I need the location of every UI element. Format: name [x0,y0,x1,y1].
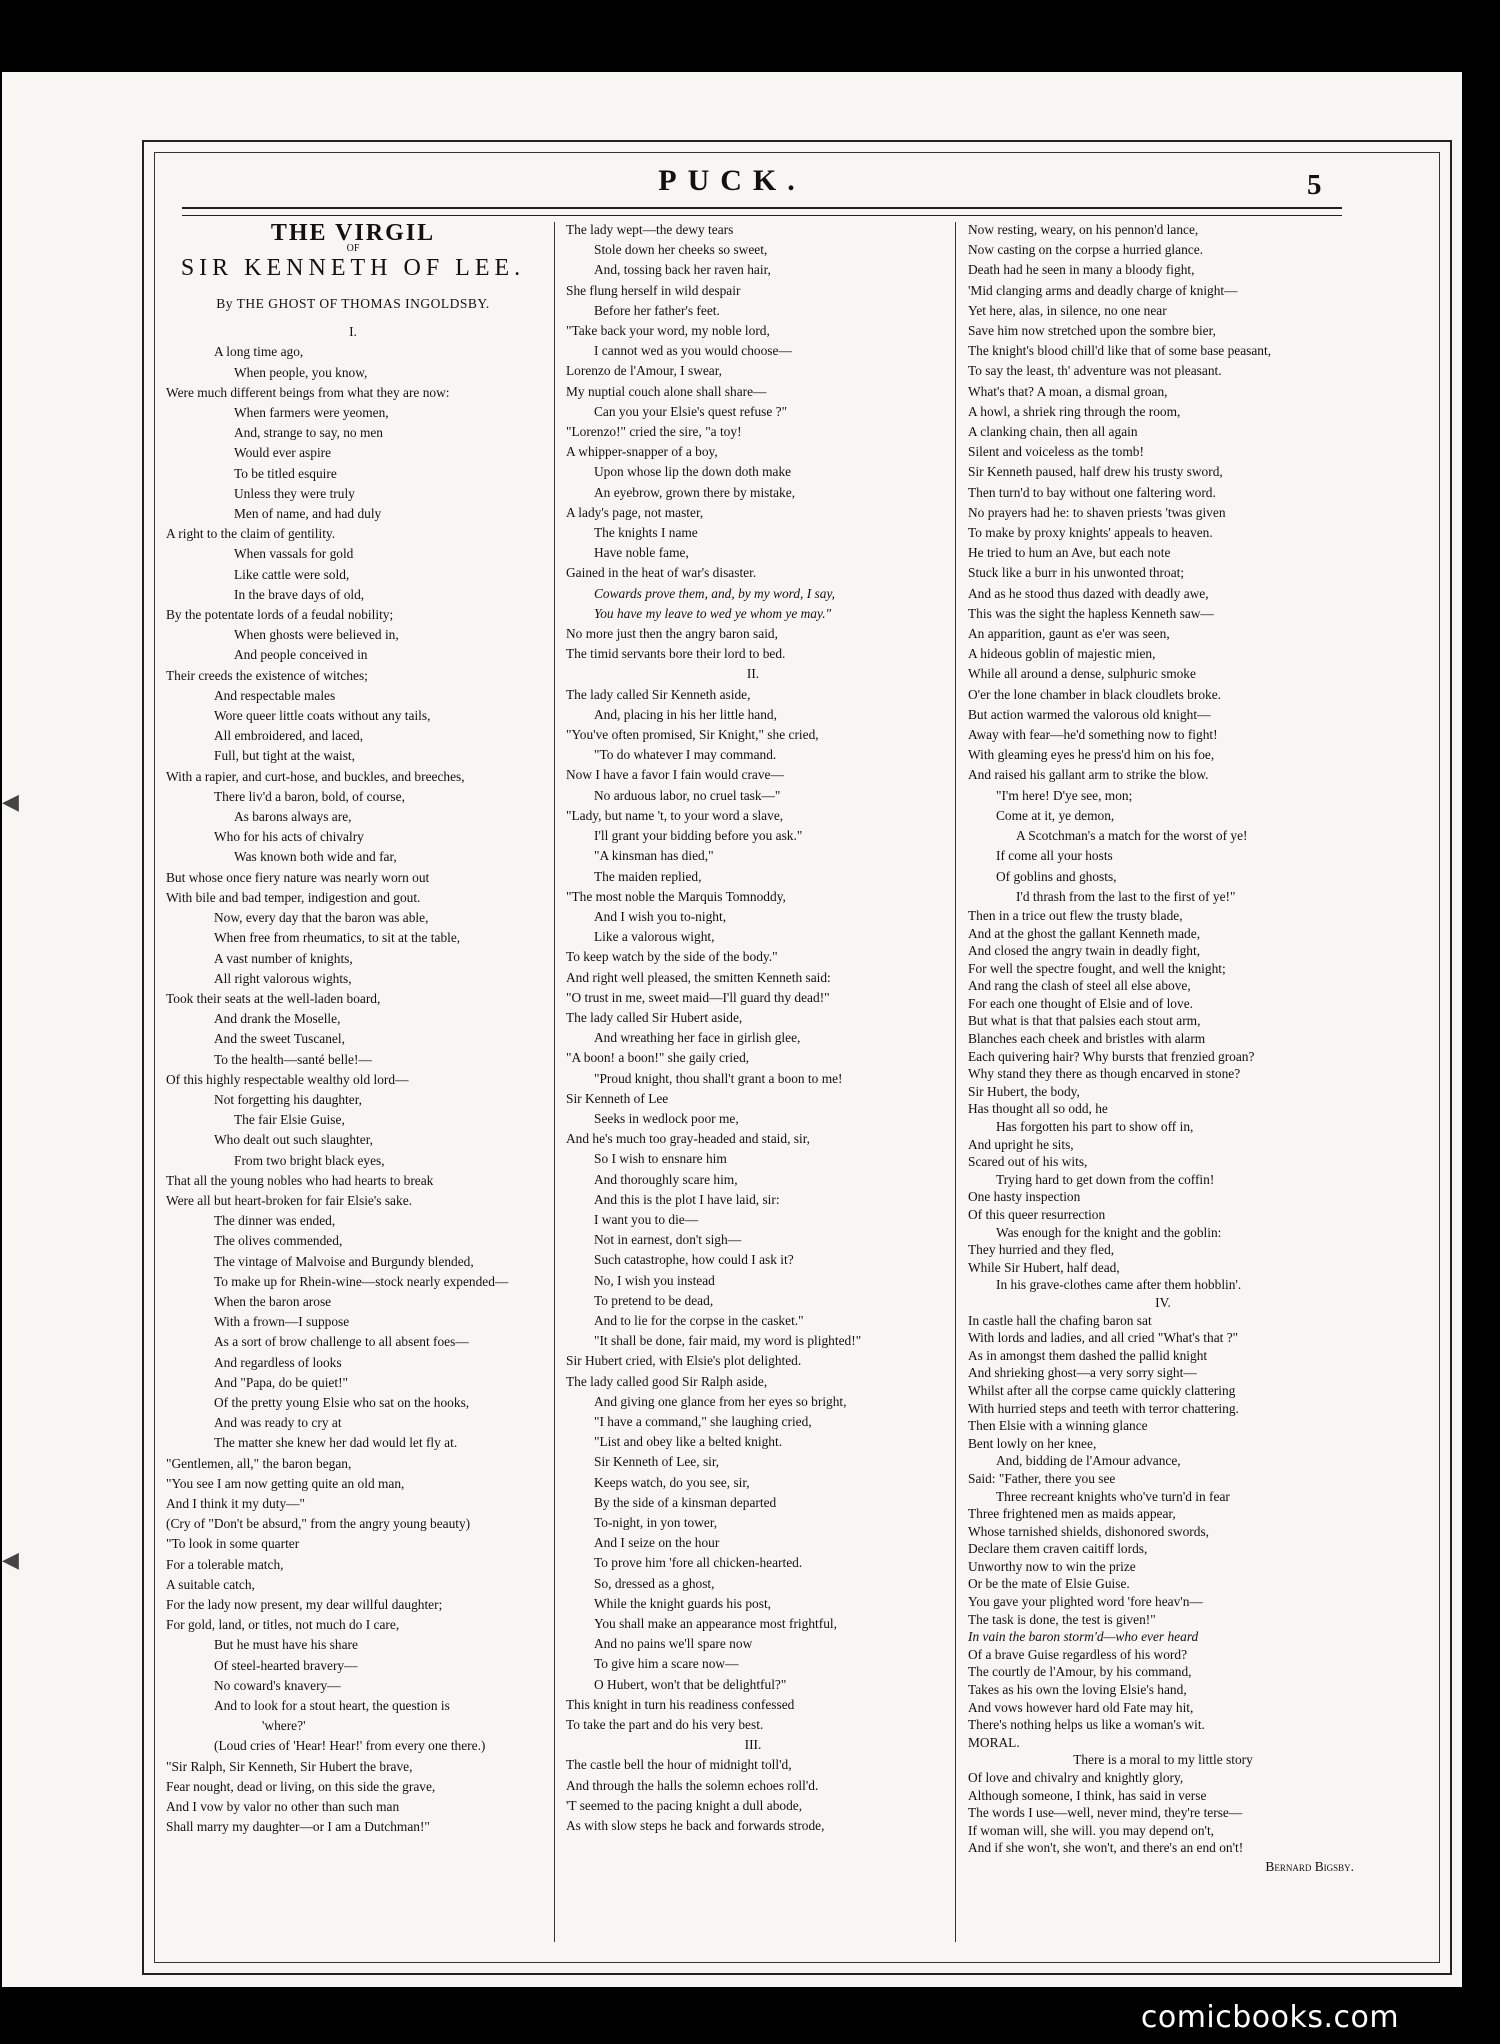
verse-line: Wore queer little coats without any tails, [214,708,431,724]
verse-line: Unless they were truly [234,485,355,501]
verse-line: Were much different beings from what they are now: [166,384,450,400]
verse-line: Seeks in wedlock poor me, [594,1110,739,1126]
verse-line: Declare them craven caitiff lords, [968,1541,1148,1557]
verse-line: IV. [1155,1294,1171,1310]
verse-line: And to lie for the corpse in the casket." [594,1312,804,1328]
verse-line: Stuck like a burr in his unwonted throat; [968,565,1185,581]
verse-line: And if she won't, she won't, and there's an end on't! [968,1840,1244,1856]
verse-line: The task is done, the test is given!" [968,1611,1156,1627]
verse-line: I'd thrash from the last to the first of ye!" [1016,888,1236,904]
verse-line: Each quivering hair? Why bursts that frenzied groan? [968,1048,1255,1064]
verse-line: "List and obey like a belted knight. [594,1434,783,1450]
verse-line: My nuptial couch alone shall share— [566,383,767,399]
verse-line: With lords and ladies, and all cried "What's that ?" [968,1330,1239,1346]
verse-line: Full, but tight at the waist, [214,748,355,764]
verse-line: A lady's page, not master, [566,504,704,520]
verse-line: And, placing in his her little hand, [594,706,777,722]
verse-line: Takes as his own the loving Elsie's hand, [968,1682,1187,1698]
verse-line: While the knight guards his post, [594,1595,772,1611]
verse-line: I want you to die— [594,1211,699,1227]
verse-line: III. [744,1737,762,1753]
verse-line: But he must have his share [214,1637,358,1653]
poem-title-of: OF [346,243,360,254]
verse-line: A right to the claim of gentility. [166,526,336,542]
verse-line: They hurried and they fled, [968,1242,1115,1258]
verse-line: Not forgetting his daughter, [214,1091,362,1107]
verse-line: Although someone, I think, has said in verse [968,1787,1207,1803]
verse-line: And, bidding de l'Amour advance, [996,1453,1181,1469]
verse-line: I cannot wed as you would choose— [594,343,792,359]
verse-line: So I wish to ensnare him [594,1151,727,1167]
verse-line: "It shall be done, fair maid, my word is plighted!" [594,1333,862,1349]
verse-line: For each one thought of Elsie and of love. [968,995,1193,1011]
verse-line: Now I have a favor I fain would crave— [566,767,784,783]
verse-line: In the brave days of old, [234,586,365,602]
verse-line: And vows however hard old Fate may hit, [968,1699,1194,1715]
verse-line: The timid servants bore their lord to bed. [566,646,786,662]
verse-line: The maiden replied, [594,868,702,884]
verse-line: And thoroughly scare him, [594,1171,738,1187]
verse-line: II. [746,666,760,682]
verse-line: Gained in the heat of war's disaster. [566,565,757,581]
masthead: PUCK. [658,164,806,197]
verse-line: "I have a command," she laughing cried, [594,1413,812,1429]
verse-line: To prove him 'fore all chicken-hearted. [594,1555,803,1571]
verse-line: Now casting on the corpse a hurried glance. [968,242,1203,258]
verse-line: A vast number of knights, [214,950,353,966]
verse-line: In his grave-clothes came after them hobblin'. [996,1277,1242,1293]
verse-lines [162,342,544,1837]
verse-line: As a sort of brow challenge to all absent foes— [214,1334,469,1350]
verse-line: Such catastrophe, how could I ask it? [594,1252,794,1268]
verse-line: She flung herself in wild despair [566,282,741,298]
verse-line: Men of name, and had duly [234,506,382,522]
watermark: comicbooks.com [1140,2000,1400,2035]
verse-line: And the sweet Tuscanel, [214,1031,345,1047]
verse-line: 'T seemed to the pacing knight a dull abode, [566,1797,803,1813]
verse-line: And this is the plot I have laid, sir: [594,1191,780,1207]
margin-arrow-icon: ◀ [2,790,19,815]
verse-line: Or be the mate of Elsie Guise. [968,1576,1130,1592]
verse-line: Has thought all so odd, he [968,1101,1108,1117]
verse-line: Of steel-hearted bravery— [214,1657,358,1673]
verse-line: And was ready to cry at [214,1415,342,1431]
verse-line: If come all your hosts [996,848,1113,864]
header-rule [182,207,1342,216]
verse-line: You shall make an appearance most frightful, [594,1616,837,1632]
verse-line: By the potentate lords of a feudal nobility; [166,607,394,623]
verse-line: Then in a trice out flew the trusty blade, [968,907,1183,923]
verse-line: Yet here, alas, in silence, no one near [968,302,1167,318]
verse-line: Sir Hubert, the body, [968,1083,1080,1099]
verse-line: To make up for Rhein-wine—stock nearly expended— [214,1273,509,1289]
verse-line: But action warmed the valorous old knight— [968,706,1211,722]
verse-line: Of this highly respectable wealthy old lord— [166,1071,409,1087]
verse-line: While all around a dense, sulphuric smoke [968,666,1196,682]
verse-line: A whipper-snapper of a boy, [566,444,718,460]
verse-line: You gave your plighted word 'fore heav'n— [968,1594,1203,1610]
section-heading: I. [349,324,357,340]
verse-line: If woman will, she will. you may depend on't, [968,1822,1215,1838]
verse-line: Unworthy now to win the prize [968,1558,1136,1574]
verse-line: And at the ghost the gallant Kenneth made, [968,925,1201,941]
verse-line: Sir Kenneth of Lee, sir, [594,1454,720,1470]
verse-line: Who for his acts of chivalry [214,829,364,845]
verse-line: When free from rheumatics, to sit at the table, [214,930,461,946]
verse-line: "Sir Ralph, Sir Kenneth, Sir Hubert the brave, [166,1758,413,1774]
verse-line: Stole down her cheeks so sweet, [594,242,768,258]
verse-line: When vassals for gold [234,546,354,562]
verse-line: And rang the clash of steel all else above, [968,978,1191,994]
verse-line: Would ever aspire [234,445,332,461]
verse-line: So, dressed as a ghost, [594,1575,715,1591]
verse-line: There liv'd a baron, bold, of course, [214,788,405,804]
verse-line: And regardless of looks [214,1354,342,1370]
verse-line: When farmers were yeomen, [234,405,389,421]
verse-line: The vintage of Malvoise and Burgundy blended, [214,1253,474,1269]
verse-line: Before her father's feet. [594,302,720,318]
verse-line: And wreathing her face in girlish glee, [594,1030,801,1046]
verse-line: For the lady now present, my dear willful daughter; [166,1597,443,1612]
verse-line: To give him a scare now— [594,1656,739,1672]
verse-line: A Scotchman's a match for the worst of ye! [1016,828,1248,844]
verse-line: A hideous goblin of majestic mien, [968,646,1156,662]
verse-line: The fair Elsie Guise, [234,1112,345,1128]
verse-line: Were all but heart-broken for fair Elsie's sake. [166,1192,412,1208]
verse-line: Upon whose lip the down doth make [594,464,792,480]
verse-line: And I seize on the hour [594,1535,720,1551]
verse-line: An eyebrow, grown there by mistake, [594,484,796,500]
verse-line: Trying hard to get down from the coffin! [996,1171,1215,1187]
verse-line: Said: "Father, there you see [968,1470,1116,1486]
byline: By THE GHOST OF THOMAS INGOLDSBY. [216,296,490,311]
verse-line: What's that? A moan, a dismal groan, [968,383,1168,399]
verse-line: And right well pleased, the smitten Kenneth said: [566,969,831,985]
verse-line: This was the sight the hapless Kenneth saw— [968,605,1214,621]
verse-line: Sir Hubert cried, with Elsie's plot delighted. [566,1353,802,1369]
verse-line: An apparition, gaunt as e'er was seen, [968,626,1170,642]
verse-line: No prayers had he: to shaven priests 'twas given [968,504,1226,520]
verse-line: Save him now stretched upon the sombre bier, [968,323,1216,339]
verse-line: And, strange to say, no men [234,425,384,441]
verse-line: All right valorous wights, [214,970,352,986]
verse-line: (Loud cries of 'Hear! Hear!' from every one there.) [214,1738,486,1754]
verse-line: And I wish you to-night, [594,908,727,924]
verse-line: The courtly de l'Amour, by his command, [968,1664,1192,1680]
verse-line: With a frown—I suppose [214,1314,350,1330]
verse-line: When ghosts were believed in, [234,627,399,643]
verse-line: Like cattle were sold, [234,566,350,582]
verse-line: "You've often promised, Sir Knight," she cried, [566,727,819,743]
verse-line: "To do whatever I may command. [594,747,777,763]
verse-line: That all the young nobles who had hearts to break [166,1172,434,1188]
verse-line: Lorenzo de l'Amour, I swear, [566,363,723,379]
verse-line: Of this queer resurrection [968,1207,1106,1222]
verse-line: O'er the lone chamber in black cloudlets broke. [968,686,1222,702]
verse-line: (Cry of "Don't be absurd," from the angry young beauty) [166,1516,471,1532]
verse-line: Of a brave Guise regardless of his word? [968,1646,1188,1662]
verse-line: With a rapier, and curt-hose, and buckles, and breeches, [166,768,465,784]
verse-line: And people conceived in [234,647,368,663]
verse-line: Now resting, weary, on his pennon'd lance, [968,222,1199,237]
verse-line: Not in earnest, don't sigh— [594,1232,742,1248]
page [2,72,1462,1987]
verse-line: And closed the angry twain in deadly fight, [968,943,1201,959]
verse-line: Silent and voiceless as the tomb! [968,444,1144,460]
verse-line: Of love and chivalry and knightly glory, [968,1770,1184,1785]
verse-line: MORAL. [968,1734,1020,1750]
verse-line: The castle bell the hour of midnight toll'd, [566,1757,792,1773]
verse-lines [562,220,944,1836]
verse-line: He tried to hum an Ave, but each note [968,545,1171,561]
verse-line: "To look in some quarter [166,1536,300,1552]
verse-line: "A kinsman has died," [594,848,714,864]
verse-line: And drank the Moselle, [214,1011,341,1027]
column-2 [562,220,944,1930]
verse-line: By the side of a kinsman departed [594,1494,777,1510]
verse-line: "You see I am now getting quite an old man, [166,1475,405,1491]
verse-line: And "Papa, do be quiet!" [214,1374,349,1390]
verse-line: The lady called Sir Kenneth aside, [566,686,751,702]
verse-line: To pretend to be dead, [594,1292,714,1308]
verse-line: Sir Kenneth of Lee [566,1090,669,1106]
verse-line: To keep watch by the side of the body." [566,949,778,965]
verse-line: You have my leave to wed ye whom ye may." [594,605,832,621]
verse-line: There is a moral to my little story [1073,1752,1253,1768]
verse-line: Was known both wide and far, [234,849,397,865]
verse-line: Of the pretty young Elsie who sat on the hooks, [214,1394,470,1410]
verse-line: The knights I name [594,525,698,541]
verse-line: Has forgotten his part to show off in, [996,1119,1194,1135]
verse-line: For gold, land, or titles, not much do I care, [166,1617,400,1633]
verse-line: One hasty inspection [968,1189,1081,1205]
verse-line: Then Elsie with a winning glance [968,1418,1148,1434]
verse-line: The matter she knew her dad would let fly at. [214,1435,458,1451]
verse-line: The knight's blood chill'd like that of some base peasant, [968,343,1272,359]
poem-subtitle: SIR KENNETH OF LEE. [180,255,526,281]
verse-line: Who dealt out such slaughter, [214,1132,373,1148]
verse-line: "I'm here! D'ye see, mon; [996,787,1133,803]
verse-line: Like a valorous wight, [594,929,715,945]
verse-line: The lady wept—the dewy tears [566,222,734,237]
verse-line: As with slow steps he back and forwards strode, [566,1818,825,1834]
verse-line: With hurried steps and teeth with terror chattering. [968,1400,1239,1416]
verse-line: Can you your Elsie's quest refuse ?" [594,403,788,419]
verse-line: Come at it, ye demon, [996,807,1115,823]
verse-line: Whilst after all the corpse came quickly clattering [968,1382,1236,1398]
verse-line: Was enough for the knight and the goblin: [996,1224,1222,1240]
verse-line: And to look for a stout heart, the question is [214,1698,450,1714]
verse-line: And through the halls the solemn echoes roll'd. [566,1777,819,1793]
verse-line: "The most noble the Marquis Tomnoddy, [566,888,786,904]
verse-line: To take the part and do his very best. [566,1717,764,1733]
verse-line: The words I use—well, never mind, they're terse— [968,1805,1243,1821]
verse-line: And shrieking ghost—a very sorry sight— [968,1365,1197,1381]
verse-lines [964,220,1362,907]
verse-line: No, I wish you instead [594,1272,715,1288]
verse-line: "Lorenzo!" cried the sire, "a toy! [566,424,742,440]
column-3 [964,220,1362,1940]
verse-line: And he's much too gray-headed and staid, sir, [566,1131,810,1147]
verse-line: When the baron arose [214,1293,332,1309]
verse-line: "Take back your word, my noble lord, [566,323,770,339]
verse-line: Shall marry my daughter—or I am a Dutchman!" [166,1819,430,1835]
verse-line: No arduous labor, no cruel task—" [594,787,781,803]
verse-line: The lady called Sir Hubert aside, [566,1009,743,1025]
verse-line: With bile and bad temper, indigestion and gout. [166,889,421,905]
verse-line: And raised his gallant arm to strike the blow. [968,767,1209,783]
verse-line: A suitable catch, [166,1576,255,1592]
verse-line: Took their seats at the well-laden board, [166,990,381,1006]
verse-line: To the health—santé belle!— [214,1051,372,1067]
verse-line: To-night, in yon tower, [594,1515,718,1530]
verse-line: But what is that that palsies each stout arm, [968,1013,1201,1029]
verse-line: When people, you know, [234,364,368,380]
verse-line: 'Mid clanging arms and deadly charge of knight— [968,282,1238,298]
verse-line: "Proud knight, thou shall't grant a boon to me! [594,1070,843,1086]
verse-line: I'll grant your bidding before you ask." [594,828,803,844]
verse-line: Three recreant knights who've turn'd in fear [996,1488,1230,1504]
verse-line: A long time ago, [214,344,304,360]
verse-line: A howl, a shriek ring through the room, [968,403,1181,419]
verse-line: As barons always are, [234,809,352,825]
verse-line: And I vow by valor no other than such man [166,1799,400,1815]
verse-line: And I think it my duty—" [166,1495,305,1511]
verse-line: And as he stood thus dazed with deadly awe, [968,585,1209,601]
verse-line: "Gentlemen, all," the baron began, [166,1455,352,1471]
verse-line: Three frightened men as maids appear, [968,1506,1176,1522]
verse-line: All embroidered, and laced, [214,728,364,744]
verse-line: Whose tarnished shields, dishonored swords, [968,1523,1209,1539]
verse-line: Away with fear—he'd something now to fight! [968,727,1218,743]
verse-line: Of goblins and ghosts, [996,868,1117,884]
signature: Bernard Bigsby. [1265,1858,1354,1874]
column-1 [162,220,544,1940]
column-divider [955,222,956,1942]
verse-line: Keeps watch, do you see, sir, [594,1474,750,1490]
verse-line: No coward's knavery— [214,1677,341,1693]
verse-line: To make by proxy knights' appeals to heaven. [968,525,1213,541]
verse-line: 'where?' [262,1718,306,1734]
verse-line: The dinner was ended, [214,1213,336,1229]
verse-line: A clanking chain, then all again [968,424,1138,440]
verse-line: There's nothing helps us like a woman's wit. [968,1717,1205,1733]
verse-line: In vain the baron storm'd—who ever heard [968,1629,1199,1645]
verse-line: To be titled esquire [234,465,337,481]
verse-line: Now, every day that the baron was able, [214,910,429,926]
verse-line: And giving one glance from her eyes so bright, [594,1393,847,1409]
margin-arrow-icon: ◀ [2,1548,19,1573]
verse-line: The lady called good Sir Ralph aside, [566,1373,768,1389]
verse-line: For a tolerable match, [166,1556,284,1572]
verse-line: With gleaming eyes he press'd him on his foe, [968,747,1215,763]
verse-line: "A boon! a boon!" she gaily cried, [566,1050,750,1066]
verse-line: As in amongst them dashed the pallid knight [968,1347,1208,1363]
verse-line: Sir Kenneth paused, half drew his trusty sword, [968,464,1223,480]
verse-line: "O trust in me, sweet maid—I'll guard thy dead!" [566,989,830,1005]
verse-line: Fear nought, dead or living, on this side the grave, [166,1778,436,1794]
verse-line: In castle hall the chafing baron sat [968,1312,1152,1328]
verse-line: "Lady, but name 't, to your word a slave, [566,807,784,823]
page-number: 5 [1307,169,1322,201]
verse-line: To say the least, th' adventure was not pleasant. [968,363,1222,379]
verse-line: And no pains we'll spare now [594,1636,753,1652]
column-divider [554,222,555,1942]
verse-line: While Sir Hubert, half dead, [968,1259,1120,1275]
verse-line: The olives commended, [214,1233,343,1249]
verse-line: For well the spectre fought, and well the knight; [968,960,1226,976]
verse-line: Death had he seen in many a bloody fight, [968,262,1195,278]
poem-title: THE VIRGIL [270,220,436,246]
verse-line: Cowards prove them, and, by my word, I say, [594,585,836,601]
verse-line: Why stand they there as though encarved in stone? [968,1066,1241,1082]
verse-line: Have noble fame, [594,545,689,561]
verse-line: Their creeds the existence of witches; [166,667,368,683]
verse-line: From two bright black eyes, [234,1152,385,1168]
verse-line: Bent lowly on her knee, [968,1435,1097,1451]
verse-line: This knight in turn his readiness confessed [566,1696,795,1712]
verse-line: O Hubert, won't that be delightful?" [594,1676,787,1692]
verse-lines-dense [964,907,1362,1857]
verse-line: Scared out of his wits, [968,1154,1088,1170]
verse-line: Then turn'd to bay without one faltering word. [968,484,1216,500]
verse-line: And, tossing back her raven hair, [594,262,771,278]
verse-line: No more just then the angry baron said, [566,626,778,642]
verse-line: Blanches each cheek and bristles with alarm [968,1031,1206,1047]
verse-line: But whose once fiery nature was nearly worn out [166,869,430,885]
verse-line: And upright he sits, [968,1136,1074,1152]
verse-line: And respectable males [214,687,336,703]
